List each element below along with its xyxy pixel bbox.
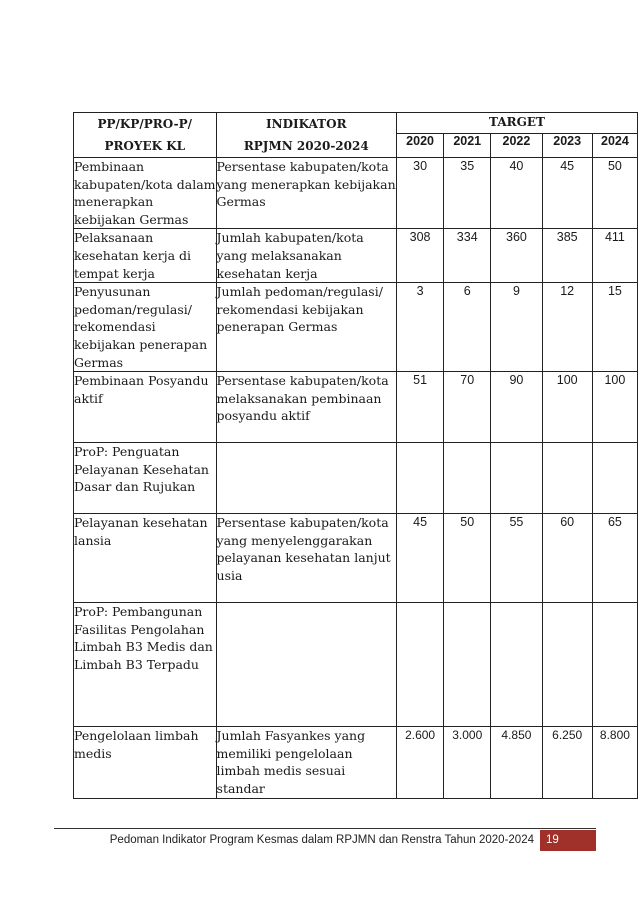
header-year-2021: 2021 (444, 133, 491, 157)
header-year-2022: 2022 (491, 133, 542, 157)
target-2022: 4.850 (491, 727, 542, 798)
target-2020: 308 (397, 229, 444, 283)
program-cell: Pelaksanaan kesehatan kerja di tempat kerja (74, 229, 217, 283)
indicator-cell: Jumlah kabupaten/kota yang melaksanakan kesehatan kerja (216, 229, 396, 283)
target-2021: 35 (444, 158, 491, 229)
target-2020 (397, 443, 444, 514)
target-2021: 3.000 (444, 727, 491, 798)
target-2022: 40 (491, 158, 542, 229)
indicator-cell: Persentase kabupaten/kota yang menerapkan kebijakan Germas (216, 158, 396, 229)
target-2024: 100 (592, 372, 637, 443)
header-target: TARGET (397, 113, 638, 134)
target-2020: 45 (397, 514, 444, 603)
target-2023 (542, 443, 592, 514)
target-2022 (491, 603, 542, 727)
table-row (74, 727, 638, 798)
table-row (74, 514, 638, 603)
target-2023: 6.250 (542, 727, 592, 798)
target-2024: 65 (592, 514, 637, 603)
header-program (74, 113, 217, 158)
header-year-2024: 2024 (592, 133, 637, 157)
indicator-cell: Persentase kabupaten/kota melaksanakan pembinaan posyandu aktif (216, 372, 396, 443)
program-cell: Penyusunan pedoman/regulasi/ rekomendasi kebijakan penerapan Germas (74, 283, 217, 372)
indicator-cell: Jumlah Fasyankes yang memiliki pengelolaan limbah medis sesuai standar (216, 727, 396, 798)
target-2022: 55 (491, 514, 542, 603)
target-2023: 385 (542, 229, 592, 283)
target-2020: 2.600 (397, 727, 444, 798)
target-2020 (397, 603, 444, 727)
target-2021 (444, 603, 491, 727)
program-cell: Pengelolaan limbah medis (74, 727, 217, 798)
program-cell: Pembinaan kabupaten/kota dalam menerapkan kebijakan Germas (74, 158, 217, 229)
target-2024: 8.800 (592, 727, 637, 798)
page-footer (54, 828, 596, 851)
target-2022: 360 (491, 229, 542, 283)
target-2020: 30 (397, 158, 444, 229)
target-2020: 51 (397, 372, 444, 443)
table-row (74, 283, 638, 372)
header-year-2023: 2023 (542, 133, 592, 157)
indicator-cell (216, 443, 396, 514)
table-row (74, 443, 638, 514)
program-cell: ProP: Pembangunan Fasilitas Pengolahan Limbah B3 Medis dan Limbah B3 Terpadu (74, 603, 217, 727)
target-2023 (542, 603, 592, 727)
indicator-cell: Jumlah pedoman/regulasi/ rekomendasi kebijakan penerapan Germas (216, 283, 396, 372)
page-number: 19 (540, 830, 596, 851)
program-cell: ProP: Penguatan Pelayanan Kesehatan Dasar dan Rujukan (74, 443, 217, 514)
table-row (74, 372, 638, 443)
table-row (74, 158, 638, 229)
target-2022: 90 (491, 372, 542, 443)
target-2022: 9 (491, 283, 542, 372)
target-2023: 60 (542, 514, 592, 603)
target-2022 (491, 443, 542, 514)
target-2024 (592, 443, 637, 514)
header-indicator-label: INDIKATOR RPJMN 2020-2024 (243, 117, 369, 153)
header-indicator (216, 113, 396, 158)
program-cell: Pelayanan kesehatan lansia (74, 514, 217, 603)
target-2021: 6 (444, 283, 491, 372)
target-2021: 50 (444, 514, 491, 603)
indicator-cell: Persentase kabupaten/kota yang menyelenggarakan pelayanan kesehatan lanjut usia (216, 514, 396, 603)
table-row (74, 603, 638, 727)
header-program-label: PP/KP/PRO-P/ PROYEK KL (97, 117, 193, 153)
target-2020: 3 (397, 283, 444, 372)
target-2023: 45 (542, 158, 592, 229)
header-year-2020: 2020 (397, 133, 444, 157)
indicator-cell (216, 603, 396, 727)
target-2021 (444, 443, 491, 514)
target-2024: 50 (592, 158, 637, 229)
target-2021: 70 (444, 372, 491, 443)
target-2021: 334 (444, 229, 491, 283)
target-2024 (592, 603, 637, 727)
table-row (74, 229, 638, 283)
target-2024: 15 (592, 283, 637, 372)
target-2023: 12 (542, 283, 592, 372)
footer-title: Pedoman Indikator Program Kesmas dalam RPJMN dan Renstra Tahun 2020-2024 (109, 834, 534, 846)
program-cell: Pembinaan Posyandu aktif (74, 372, 217, 443)
indicator-table (73, 112, 638, 799)
target-2023: 100 (542, 372, 592, 443)
target-2024: 411 (592, 229, 637, 283)
